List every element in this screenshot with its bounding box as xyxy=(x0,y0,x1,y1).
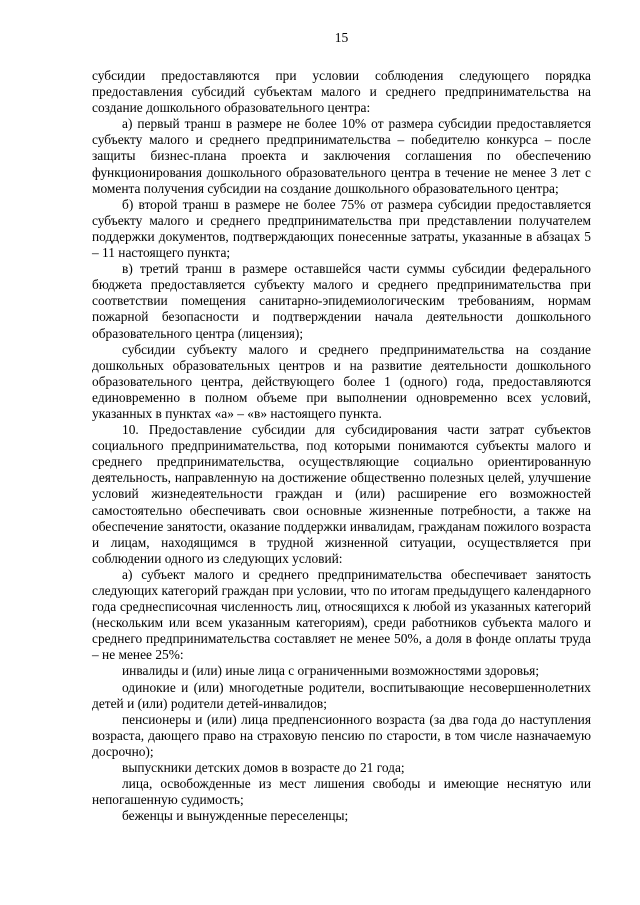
paragraph-section-10: 10. Предоставление субсидии для субсидирования части затрат субъектов социального предпринимательства, под которыми понимаются субъекты малого и среднего предпринимательства, осуществляющие социально ориентированную деятельность, направленную на достижение общественно полезных целей, улучшение условий жизнедеятельности граждан и (или) расширение его возможностей самостоятельно обеспечивать свои основные жизненные потребности, а также на обеспечение занятости, оказание поддержки инвалидам, гражданам пожилого возраста и лицам, находящимся в трудной жизненной ситуации, осуществляется при соблюдении одного из следующих условий: xyxy=(92,422,591,566)
paragraph-lump-sum-subsidy: субсидии субъекту малого и среднего предпринимательства на создание дошкольных образовательных центров и на развитие деятельности дошкольного образовательного центра, действующего более 1 (одного) года, предоставляются единовременно в полном объеме при выполнении одновременно всех условий, указанных в пунктах «а» – «в» настоящего пункта. xyxy=(92,341,591,421)
document-body xyxy=(92,68,591,824)
paragraph-second-tranche: б) второй транш в размере не более 75% от размера субсидии предоставляется субъекту малого и среднего предпринимательства при представлении получателем поддержки документов, подтверждающих понесенные затраты, указанные в абзацах 5 – 11 настоящего пункта; xyxy=(92,196,591,261)
list-item-refugees: беженцы и вынужденные переселенцы; xyxy=(122,808,349,824)
list-item-pensioners: пенсионеры и (или) лица предпенсионного возраста (за два года до наступления возраста, дающего право на страховую пенсию по старости, в том числе назначаемую досрочно); xyxy=(92,711,591,759)
page-number: 15 xyxy=(334,30,349,45)
paragraph-third-tranche: в) третий транш в размере оставшейся части суммы субсидии федерального бюджета предоставляется субъекту малого и среднего предпринимательства при соответствии помещения санитарно-эпидемиологическим требованиям, нормам пожарной безопасности и подтверждении начала деятельности дошкольного образовательного центра (лицензия); xyxy=(92,261,591,341)
list-item-disabled: инвалиды и (или) иные лица с ограниченными возможностями здоровья; xyxy=(122,663,540,679)
list-item-orphanage-graduates: выпускники детских домов в возрасте до 21 года; xyxy=(122,760,405,776)
paragraph-subsidy-conditions: субсидии предоставляются при условии соблюдения следующего порядка предоставления субсидий субъектам малого и среднего предпринимательства на создание дошкольного образовательного центра: xyxy=(92,68,591,116)
paragraph-first-tranche: а) первый транш в размере не более 10% от размера субсидии предоставляется субъекту малого и среднего предпринимательства – победителю конкурса – после защиты бизнес-плана проекта и заключения соглашения по обеспечению функционирования дошкольного образовательного центра в течение не менее 3 лет с момента получения субсидии на создание дошкольного образовательного центра; xyxy=(92,116,591,196)
list-item-single-parents: одинокие и (или) многодетные родители, воспитывающие несовершеннолетних детей и (или) родители детей-инвалидов; xyxy=(92,679,591,711)
list-item-released-prisoners: лица, освобожденные из мест лишения свободы и имеющие неснятую или непогашенную судимость; xyxy=(92,776,591,808)
paragraph-condition-a: а) субъект малого и среднего предпринимательства обеспечивает занятость следующих категорий граждан при условии, что по итогам предыдущего календарного года среднесписочная численность лиц, относящихся к любой из указанных категорий (нескольким или всем указанным категориям), среди работников субъекта малого и среднего предпринимательства составляет не менее 50%, а доля в фонде оплаты труда – не менее 25%: xyxy=(92,566,591,663)
